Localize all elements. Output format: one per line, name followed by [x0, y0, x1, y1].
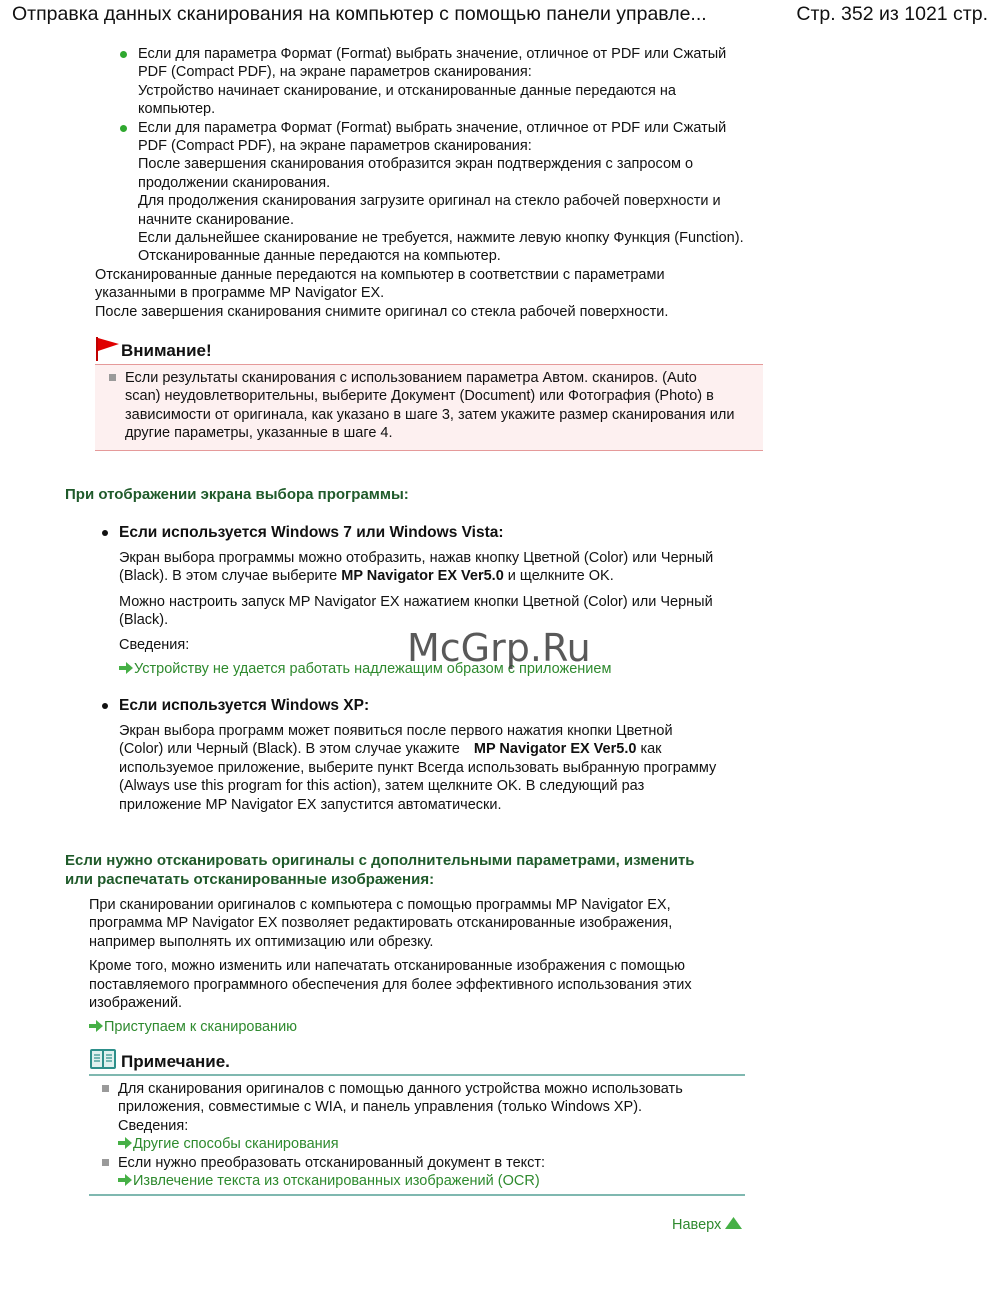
list-item-line: Если дальнейшее сканирование не требуется, нажмите левую кнопку Функция (Function). — [138, 230, 744, 247]
body-line: После завершения сканирования снимите оригинал со стекла рабочей поверхности. — [95, 303, 669, 320]
body-line: (Always use this program for this action), затем щелкните OK. В следующий раз — [119, 778, 645, 795]
body-line: При сканировании оригиналов с компьютера с помощью программы MP Navigator EX, — [89, 897, 671, 913]
square-bullet-icon — [109, 374, 116, 381]
body-line: приложения, совместимые с WIA, и панель управления (только Windows XP). — [118, 1099, 643, 1116]
red-flag-icon — [95, 336, 121, 362]
link-text[interactable]: Приступаем к сканированию — [104, 1019, 298, 1036]
section-heading-program: При отображении экрана выбора программы: — [65, 486, 409, 503]
text-run: и щелкните OK. — [503, 568, 614, 585]
book-icon — [89, 1048, 117, 1070]
advanced-body — [89, 896, 749, 1037]
link-ocr[interactable] — [118, 1172, 748, 1190]
body-line — [119, 740, 759, 758]
note-title: Примечание. — [121, 1052, 230, 1071]
green-bullet-icon — [120, 51, 127, 58]
header-page-counter: Стр. 352 из 1021 стр. — [796, 3, 988, 25]
green-arrow-icon — [118, 1174, 133, 1186]
black-bullet-icon — [102, 703, 108, 709]
black-bullet-icon — [102, 530, 108, 536]
list-item-line: После завершения сканирования отобразится экран подтверждения с запросом о — [138, 156, 694, 173]
list-item-line: Отсканированные данные передаются на компьютер. — [138, 248, 501, 265]
text-run: как — [636, 741, 662, 758]
list-item-line: PDF (Compact PDF), на экране параметров сканирования: — [138, 138, 532, 155]
winxp-heading-text: Если используется Windows XP: — [119, 697, 370, 714]
green-bullet-icon — [120, 125, 127, 132]
text-run: (Color) или Черный (Black). В этом случае укажите — [119, 741, 464, 758]
list-item-line: Если для параметра Формат (Format) выбрать значение, отличное от PDF или Сжатый — [138, 119, 727, 136]
link-text[interactable]: Наверх — [672, 1217, 722, 1233]
warning-line: Если результаты сканирования с использованием параметра Автом. сканиров. (Auto — [125, 370, 697, 386]
program-name: MP Navigator EX Ver5.0 — [341, 568, 504, 585]
square-bullet-icon — [102, 1159, 109, 1166]
list-item — [138, 119, 778, 266]
note-header — [89, 1047, 269, 1073]
green-arrow-icon — [89, 1020, 104, 1032]
list-item — [138, 45, 778, 119]
warning-line: другие параметры, указанные в шаге 4. — [125, 425, 393, 442]
heading-line: Если нужно отсканировать оригиналы с дополнительными параметрами, изменить — [65, 852, 695, 869]
header-title: Отправка данных сканирования на компьютер с помощью панели управле... — [12, 3, 707, 25]
note-item — [118, 1154, 748, 1191]
body-line: приложение MP Navigator EX запустится автоматически. — [119, 796, 502, 813]
win7-heading-text: Если используется Windows 7 или Windows Vista: — [119, 524, 504, 541]
body-line: Отсканированные данные передаются на компьютер в соответствии с параметрами — [95, 267, 665, 283]
body-line: указанными в программе MP Navigator EX. — [95, 285, 385, 302]
body-line: Для сканирования оригиналов с помощью данного устройства можно использовать — [118, 1081, 683, 1097]
note-divider-top — [89, 1074, 745, 1076]
winxp-heading — [119, 697, 369, 715]
green-arrow-icon — [119, 662, 134, 674]
warning-line: зависимости от оригинала, как указано в шаге 3, затем укажите размер сканирования или — [125, 406, 735, 423]
heading-line: или распечатать отсканированные изображения: — [65, 871, 435, 888]
body-line: Если нужно преобразовать отсканированный документ в текст: — [118, 1154, 546, 1171]
link-text[interactable]: Устройству не удается работать надлежащим образом с приложением — [134, 661, 612, 678]
link-start-scanning[interactable] — [89, 1018, 749, 1036]
warning-item — [125, 369, 755, 443]
text-run: (Black). В этом случае выберите — [119, 568, 342, 585]
warning-header — [95, 336, 235, 362]
body-line: Экран выбора программ может появиться после первого нажатия кнопки Цветной — [119, 723, 673, 739]
link-other-scan-methods[interactable] — [118, 1135, 748, 1153]
list-item-line: компьютер. — [138, 101, 216, 118]
link-text[interactable]: Извлечение текста из отсканированных изображений (OCR) — [133, 1173, 540, 1190]
warning-title: Внимание! — [121, 341, 212, 360]
body-line: Кроме того, можно изменить или напечатать отсканированные изображения с помощью — [89, 958, 685, 975]
program-name: MP Navigator EX Ver5.0 — [473, 741, 637, 758]
body-line: используемое приложение, выберите пункт Всегда использовать выбранную программу — [119, 759, 717, 776]
watermark: McGrp.Ru — [407, 626, 591, 670]
square-bullet-icon — [102, 1085, 109, 1092]
back-to-top-link[interactable] — [672, 1216, 742, 1234]
body-line: программа MP Navigator EX позволяет редактировать отсканированные изображения, — [89, 915, 673, 932]
body-line: изображений. — [89, 995, 183, 1012]
body-line: (Black). — [119, 612, 169, 629]
note-divider-bottom — [89, 1194, 745, 1196]
win7-heading — [119, 524, 504, 542]
up-arrow-icon — [725, 1217, 742, 1229]
note-items — [118, 1080, 748, 1190]
list-item-line: Для продолжения сканирования загрузите оригинал на стекло рабочей поверхности и — [138, 193, 721, 210]
section-heading-advanced — [65, 851, 785, 889]
warning-line: scan) неудовлетворительны, выберите Документ (Document) или Фотография (Photo) в — [125, 388, 714, 405]
body-line: поставляемого программного обеспечения для более эффективного использования этих — [89, 976, 692, 993]
green-arrow-icon — [118, 1137, 133, 1149]
list-item-line: Устройство начинает сканирование, и отсканированные данные передаются на — [138, 82, 676, 99]
note-item — [118, 1080, 748, 1154]
body-line: Можно настроить запуск MP Navigator EX нажатием кнопки Цветной (Color) или Черный — [119, 593, 713, 610]
link-text[interactable]: Другие способы сканирования — [133, 1136, 339, 1153]
body-line: например выполнять их оптимизацию или обрезку. — [89, 933, 434, 950]
list-item-line: PDF (Compact PDF), на экране параметров сканирования: — [138, 64, 532, 81]
body-line: Экран выбора программы можно отобразить, нажав кнопку Цветной (Color) или Черный — [119, 550, 714, 566]
info-label: Сведения: — [119, 636, 190, 653]
winxp-body — [119, 722, 759, 814]
body-line — [119, 567, 759, 585]
page-header — [12, 2, 988, 28]
info-label: Сведения: — [118, 1117, 189, 1134]
list-item-line: начните сканирование. — [138, 211, 295, 228]
list-item-line: Если для параметра Формат (Format) выбрать значение, отличное от PDF или Сжатый — [138, 46, 727, 62]
list-item-line: продолжении сканирования. — [138, 174, 331, 191]
scan-format-list — [138, 45, 778, 266]
after-list-text — [95, 266, 775, 321]
